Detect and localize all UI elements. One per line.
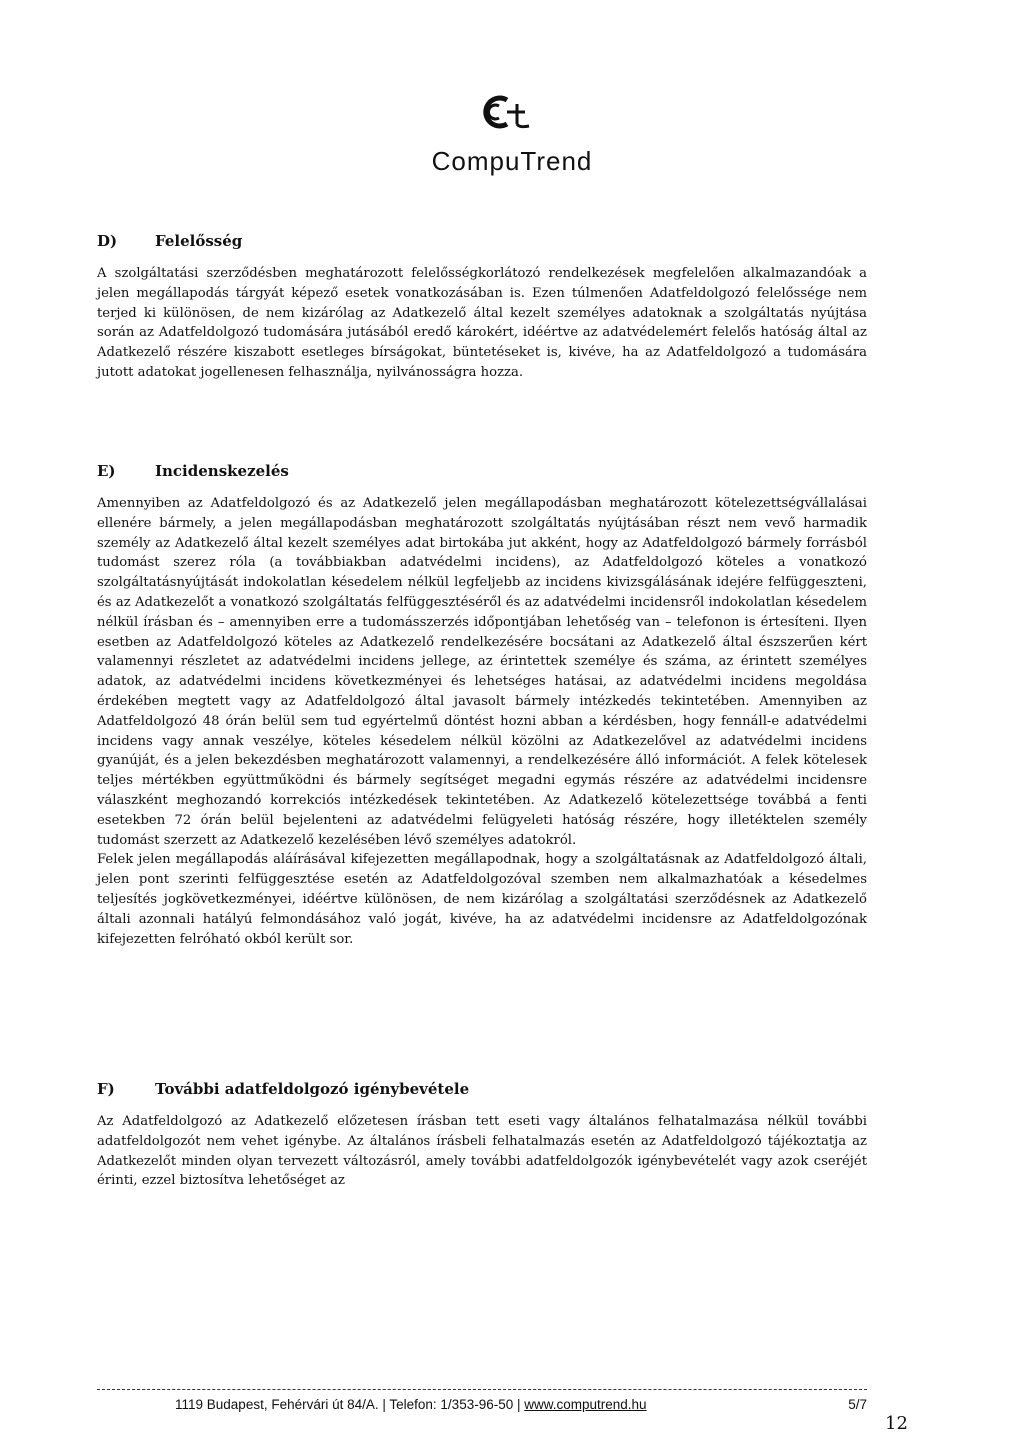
section-title: Felelősség <box>155 232 243 250</box>
section-incident-handling <box>97 462 867 949</box>
section-letter: D) <box>97 232 118 250</box>
section-letter: E) <box>97 462 116 480</box>
footer-website-link[interactable]: www.computrend.hu <box>524 1397 647 1412</box>
footer-address-line <box>175 1397 647 1412</box>
logo-wordmark: CompuTrend <box>431 146 593 176</box>
section-heading <box>97 462 867 480</box>
section-liability <box>97 232 867 383</box>
footer-address: 1119 Budapest, Fehérvári út 84/A. | Telefon: 1/353-96-50 | <box>175 1397 525 1412</box>
company-logo <box>380 92 644 177</box>
section-title: Incidenskezelés <box>155 462 289 480</box>
section-title: További adatfeldolgozó igénybevétele <box>155 1080 470 1098</box>
computrend-logo-icon <box>477 92 547 132</box>
section-letter: F) <box>97 1080 115 1098</box>
page-footer <box>97 1397 867 1417</box>
footer-divider <box>97 1389 867 1390</box>
paragraph: Amennyiben az Adatfeldolgozó és az Adatkezelő jelen megállapodásban meghatározott kötelezettségvállalásai ellenére bármely, a jelen megállapodásban meghatározott szolgáltatás nyújtásában részt nem vevő harmadik személy az Adatkezelő által kezelt személyes adat birtokába jut akként, hogy az Adatfeldolgozó bármely forrásból tudomást szerez róla (a továbbiakban adatvédelmi incidens), az Adatfeldolgozó köteles a vonatkozó szolgáltatásnyújtását indokolatlan késedelem nélkül legfeljebb az incidens kivizsgálásának idejére felfüggeszteni, és az Adatkezelőt a vonatkozó szolgáltatás felfüggesztéséről és az adatvédelmi incidensről indokolatlan késedelem nélkül írásban és – amennyiben erre a tudomásszerzés időpontjában lehetőség van – telefonon is értesíteni. Ilyen esetben az Adatfeldolgozó köteles az Adatkezelő rendelkezésére bocsátani az Adatkezelő által észszerűen kért valamennyi részletet az adatvédelmi incidens jellege, az érintettek személye és száma, az érintett személyes adatok, az adatvédelmi incidens következményei és lehetséges hatásai, az adatvédelmi incidens megoldása érdekében megtett vagy az Adatfeldolgozó által javasolt bármely intézkedés tekintetében. Amennyiben az Adatfeldolgozó 48 órán belül sem tud egyértelmű döntést hozni abban a kérdésben, hogy fennáll-e adatvédelmi incidens vagy annak veszélye, köteles késedelem nélkül közölni az Adatkezelővel az adatvédelmi incidens gyanúját, és a jelen bekezdésben meghatározott valamennyi, a rendelkezésére álló információt. A felek kötelesek teljes mértékben együttműködni és bármely segítséget megadni egymás részére az adatvédelmi incidensre válaszként meghozandó korrekciós intézkedések tekintetében. Az Adatkezelő kötelezettsége továbbá a fenti esetekben 72 órán belül bejelenteni az adatvédelmi felügyeleti hatóság részére, hogy illetéktelen személy tudomást szerzett az Adatkezelő kezelésében lévő személyes adatokról. <box>97 496 867 848</box>
paragraph: Felek jelen megállapodás aláírásával kifejezetten megállapodnak, hogy a szolgáltatásnak az Adatfeldolgozó általi, jelen pont szerinti felfüggesztése esetén az Adatfeldolgozóval szemben nem alkalmazhatóak a késedelmes teljesítés jogkövetkezményei, idéértve különösen, de nem kizárólag a szolgáltatási szerződésnek az Adatkezelő általi azonnali hatályú felmondásához való jogát, kivéve, ha az adatvédelmi incidensre az Adatfeldolgozónak kifejezetten felróható okból került sor. <box>97 852 867 947</box>
section-heading <box>97 1080 867 1098</box>
page-number: 5/7 <box>848 1397 867 1412</box>
paragraph: A szolgáltatási szerződésben meghatározott felelősségkorlátozó rendelkezések megfelelően alkalmazandóak a jelen megállapodás tárgyát képező esetek vonatkozásában is. Ezen túlmenően Adatfeldolgozó felelőssége nem terjed ki különösen, de nem kizárólag az Adatkezelő által kezelt személyes adatoknak a szolgáltatás nyújtása során az Adatfeldolgozó tudomására jutásából eredő károkért, idéértve az adatvédelemért felelős hatóság által az Adatkezelő részére kiszabott esetleges bírságokat, büntetéseket is, kivéve, ha az Adatfeldolgozó a tudomására jutott adatokat jogellenesen felhasználja, nyilvánosságra hozza. <box>97 266 867 380</box>
section-subprocessor <box>97 1080 867 1191</box>
section-heading <box>97 232 867 250</box>
corner-page-mark: 12 <box>885 1413 908 1434</box>
paragraph: Az Adatfeldolgozó az Adatkezelő előzetesen írásban tett eseti vagy általános felhatalmazása nélkül további adatfeldolgozót nem vehet igénybe. Az általános írásbeli felhatalmazás esetén az Adatfeldolgozó tájékoztatja az Adatkezelőt minden olyan tervezett változásról, amely további adatfeldolgozók igénybevételét vagy azok cseréjét érinti, ezzel biztosítva lehetőséget az <box>97 1114 867 1189</box>
